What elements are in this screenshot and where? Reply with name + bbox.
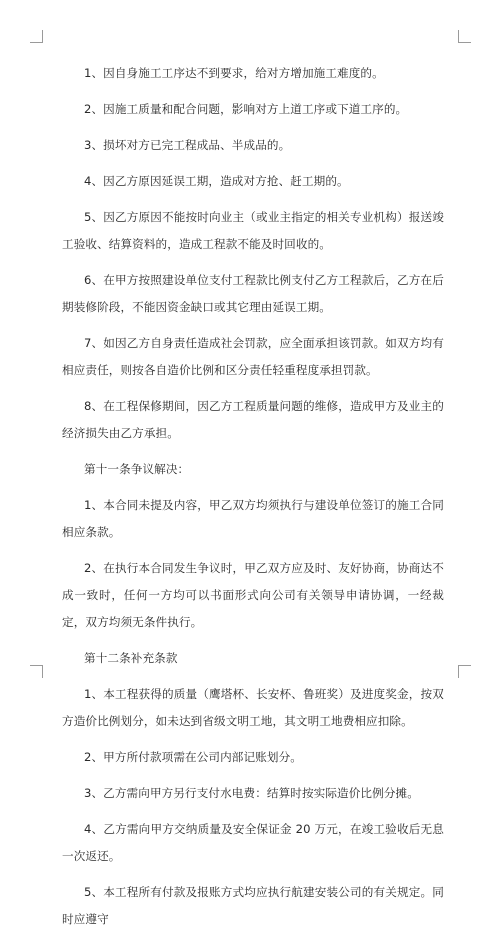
clause-item-7: 7、如因乙方自身责任造成社会罚款，应全面承担该罚款。如双方均有相应责任，则按各自造价比例和区分责任轻重程度承担罚款。 bbox=[62, 336, 444, 377]
supplementary-item-3: 3、乙方需向甲方另行支付水电费：结算时按实际造价比例分摊。 bbox=[84, 786, 419, 800]
crop-mark-top-right bbox=[458, 30, 471, 43]
supplementary-item-1: 1、本工程获得的质量（鹰塔杯、长安杯、鲁班奖）及进度奖金，按双方造价比例划分，如未达到省级文明工地，其文明工地费相应扣除。 bbox=[62, 687, 444, 728]
clause-item-1: 1、因自身施工工序达不到要求，给对方增加施工难度的。 bbox=[84, 66, 384, 80]
supplementary-item-5: 5、本工程所有付款及报账方式均应执行航建安装公司的有关规定。同时应遵守 bbox=[62, 885, 444, 926]
section-heading-dispute: 第十一条争议解决： bbox=[84, 462, 190, 476]
clause-item-6: 6、在甲方按照建设单位支付工程款比例支付乙方工程款后，乙方在后期装修阶段，不能因资金缺口或其它理由延误工期。 bbox=[62, 273, 444, 314]
document-body bbox=[62, 60, 444, 942]
dispute-item-1: 1、本合同未提及内容，甲乙双方均须执行与建设单位签订的施工合同相应条款。 bbox=[62, 498, 444, 539]
crop-mark-bottom-left bbox=[30, 665, 43, 678]
crop-mark-top-left bbox=[30, 30, 43, 43]
clause-item-8: 8、在工程保修期间，因乙方工程质量问题的维修，造成甲方及业主的经济损失由乙方承担。 bbox=[62, 399, 444, 440]
supplementary-item-4: 4、乙方需向甲方交纳质量及安全保证金 20 万元，在竣工验收后无息一次返还。 bbox=[62, 822, 444, 863]
clause-item-5: 5、因乙方原因不能按时向业主（或业主指定的相关专业机构）报送竣工验收、结算资料的，造成工程款不能及时回收的。 bbox=[62, 210, 444, 251]
clause-item-2: 2、因施工质量和配合问题，影响对方上道工序或下道工序的。 bbox=[84, 102, 408, 116]
clause-item-4: 4、因乙方原因延误工期，造成对方抢、赶工期的。 bbox=[84, 174, 349, 188]
clause-item-3: 3、损坏对方已完工程成品、半成品的。 bbox=[84, 138, 291, 152]
crop-mark-bottom-right bbox=[458, 665, 471, 678]
dispute-item-2: 2、在执行本合同发生争议时，甲乙双方应及时、友好协商，协商达不成一致时，任何一方均可以书面形式向公司有关领导申请协调，一经裁定，双方均须无条件执行。 bbox=[62, 561, 444, 629]
supplementary-item-2: 2、甲方所付款项需在公司内部记账划分。 bbox=[84, 750, 302, 764]
section-heading-supplementary: 第十二条补充条款 bbox=[84, 651, 178, 665]
